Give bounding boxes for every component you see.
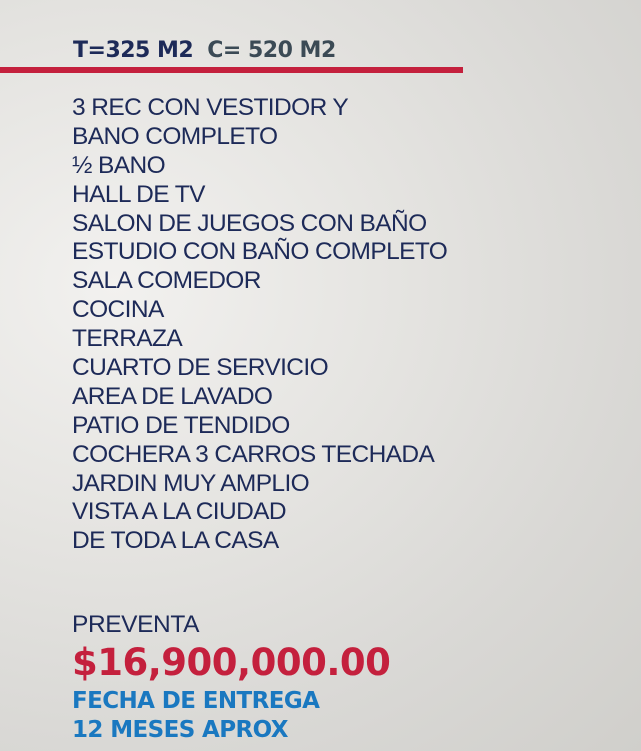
header-divider xyxy=(0,67,463,73)
lot-area: T=325 M2 xyxy=(73,38,194,63)
feature-item: JARDIN MUY AMPLIO xyxy=(72,469,310,497)
feature-item: COCINA xyxy=(72,296,164,324)
feature-item: TERRAZA xyxy=(72,325,183,353)
feature-item: CUARTO DE SERVICIO xyxy=(72,354,329,382)
feature-item: SALON DE JUEGOS CON BAÑO xyxy=(72,209,427,237)
feature-item: HALL DE TV xyxy=(72,180,205,208)
feature-item: 3 REC CON VESTIDOR Y xyxy=(72,94,349,121)
feature-item: ESTUDIO CON BAÑO COMPLETO xyxy=(72,238,448,266)
price: $16,900,000.00 xyxy=(72,641,391,684)
feature-item: SALA COMEDOR xyxy=(72,267,261,295)
area-header xyxy=(73,34,336,68)
built-area: C= 520 M2 xyxy=(207,38,336,63)
feature-item: PATIO DE TENDIDO xyxy=(72,411,290,439)
delivery-info xyxy=(72,687,319,745)
presale-label: PREVENTA xyxy=(72,611,200,638)
feature-item: ½ BANO xyxy=(72,151,166,179)
feature-item: VISTA A LA CIUDAD xyxy=(72,498,287,526)
feature-item: AREA DE LAVADO xyxy=(72,382,273,410)
feature-item: DE TODA LA CASA xyxy=(72,527,279,555)
feature-item: BANO COMPLETO xyxy=(72,122,278,150)
delivery-date-label: FECHA DE ENTREGA xyxy=(72,688,320,714)
delivery-time-estimate: 12 MESES APROX xyxy=(72,717,288,743)
feature-list xyxy=(72,94,447,556)
feature-item: COCHERA 3 CARROS TECHADA xyxy=(72,440,435,468)
